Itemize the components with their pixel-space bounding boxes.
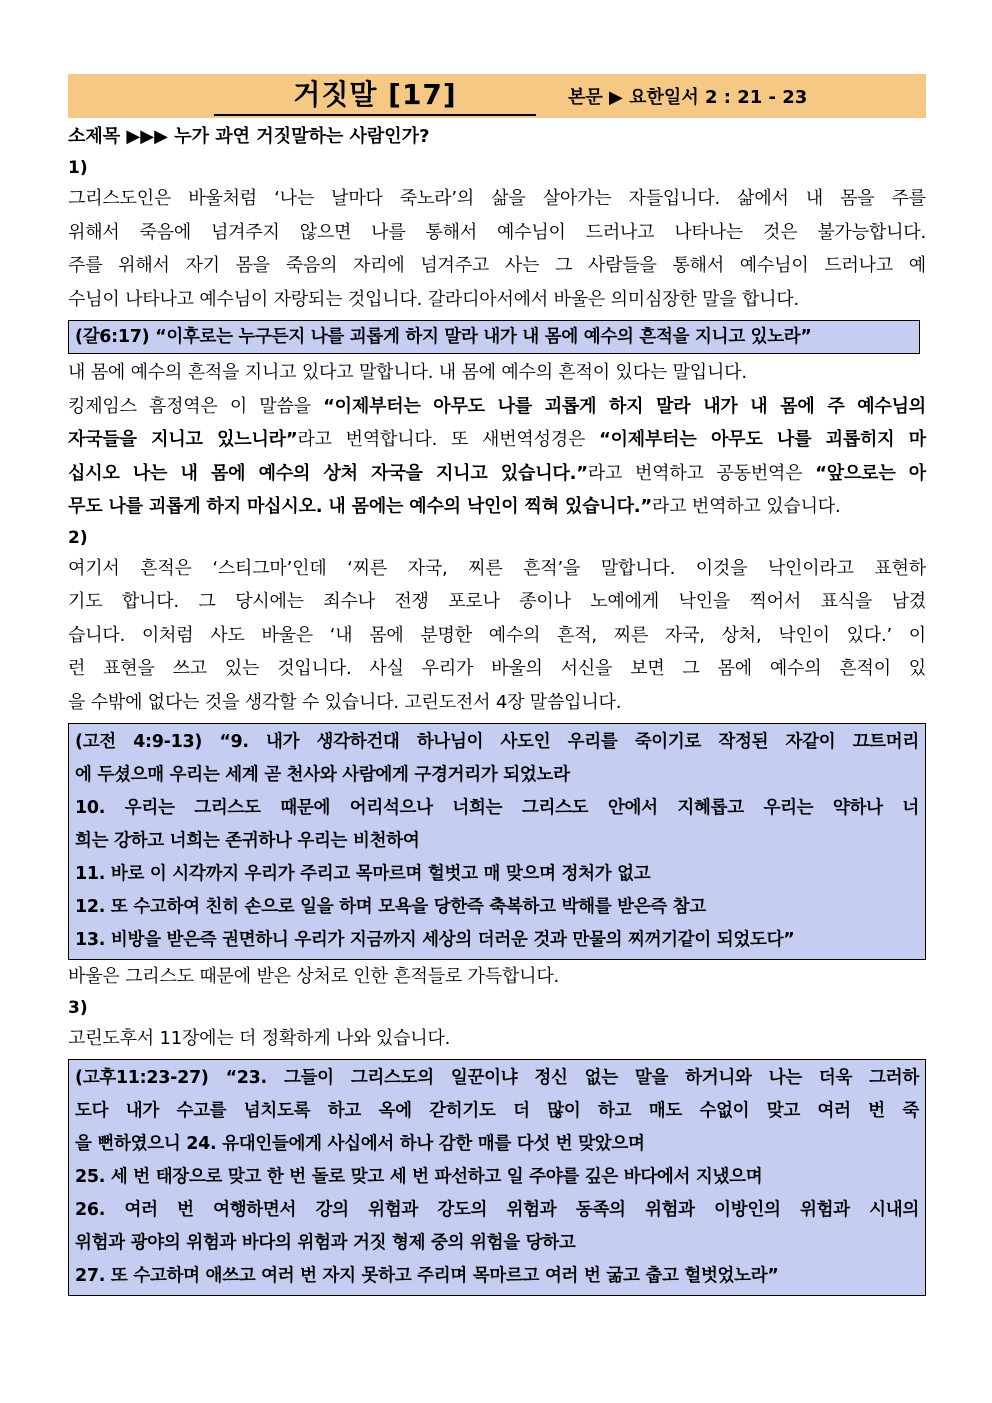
text-line: 런 표현을 쓰고 있는 것입니다. 사실 우리가 바울의 서신을 보면 그 몸에 예수의 흔적이 있 (68, 658, 926, 679)
paragraph-3 (68, 552, 926, 720)
text-line: 여기서 흔적은 ‘스티그마’인데 ‘찌른 자국, 찌른 흔적’을 말합니다. 이것을 낙인이라고 표현하 (68, 557, 926, 579)
quote-line: 12. 또 수고하여 친히 손으로 일을 하며 모욕을 당한즉 축복하고 박해를 받은즉 참고 (75, 897, 706, 917)
text-line (68, 423, 926, 457)
paragraph-5 (68, 1022, 926, 1056)
quote-span: 자국들을 지니고 있느니라” (68, 429, 298, 450)
text-line: 그리스도인은 바울처럼 ‘나는 날마다 죽노라’의 삶을 살아가는 자들입니다. 삶에서 내 몸을 주를 (68, 188, 926, 209)
text-span: 킹제임스 흠정역은 이 말씀을 (68, 395, 323, 417)
quote-line: 도다 내가 수고를 넘치도록 하고 옥에 갇히기도 더 많이 하고 매도 수없이 맞고 여러 번 죽 (75, 1101, 919, 1121)
quote-line: 26. 여러 번 여행하면서 강의 위험과 강도의 위험과 동족의 위험과 이방인의 위험과 시내의 (75, 1200, 919, 1220)
text-line (68, 490, 926, 524)
section-number-2: 2) (68, 527, 88, 548)
page-title: 거짓말 [17] (293, 78, 457, 111)
text-line: 을 수밖에 없다는 것을 생각할 수 있습니다. 고린도전서 4장 말씀입니다. (68, 691, 622, 713)
quote-span: 십시오 나는 내 몸에 예수의 상처 자국을 지니고 있습니다.” (68, 462, 588, 484)
quote-line: 25. 세 번 태장으로 맞고 한 번 돌로 맞고 세 번 파선하고 일 주야를 깊은 바다에서 지냈으며 (75, 1167, 763, 1187)
text-span: 라고 번역합니다. 또 새번역성경은 (297, 429, 599, 450)
quote-line: (갈6:17) “이후로는 누구든지 나를 괴롭게 하지 말라 내가 내 몸에 예수의 흔적을 지니고 있노라” (75, 327, 812, 347)
text-line: 내 몸에 예수의 흔적을 지니고 있다고 말합니다. 내 몸에 예수의 흔적이 있다는 말입니다. (68, 362, 747, 383)
quote-line: 을 뻔하였으니 24. 유대인들에게 사십에서 하나 감한 매를 다섯 번 맞았으며 (75, 1134, 645, 1154)
text-line: 습니다. 이처럼 사도 바울은 ‘내 몸에 분명한 예수의 흔적, 찌른 자국, 상처, 낙인이 있다.’ 이 (68, 624, 926, 646)
text-span: 라고 번역하고 있습니다. (652, 496, 841, 517)
quote-line: 11. 바로 이 시각까지 우리가 주리고 목마르며 헐벗고 매 맞으며 정처가 없고 (75, 864, 651, 884)
quote-line: (고전 4:9-13) “9. 내가 생각하건대 하나님이 사도인 우리를 죽이기로 작정된 자같이 끄트머리 (75, 732, 919, 752)
subtitle: 소제목 ▶▶▶ 누가 과연 거짓말하는 사람인가? (68, 126, 430, 147)
quote-line: (고후11:23-27) “23. 그들이 그리스도의 일꾼이냐 정신 없는 말을 하거니와 나는 더욱 그러하 (75, 1068, 919, 1088)
quote-box-galatians (68, 320, 920, 354)
title-underline (214, 76, 536, 116)
quote-line: 10. 우리는 그리스도 때문에 어리석으나 너희는 그리스도 안에서 지혜롭고 우리는 약하나 너 (75, 798, 919, 818)
quote-line: 에 두셨으매 우리는 세계 곧 천사와 사람에게 구경거리가 되었노라 (75, 765, 570, 785)
text-line: 바울은 그리스도 때문에 받은 상처로 인한 흔적들로 가득합니다. (68, 966, 560, 987)
text-line: 주를 위해서 자기 몸을 죽음의 자리에 넘겨주고 사는 그 사람들을 통해서 예수님이 드러나고 예 (68, 255, 926, 276)
text-line: 고린도후서 11장에는 더 정확하게 나와 있습니다. (68, 1027, 451, 1049)
section-number-3: 3) (68, 997, 88, 1018)
text-span: 라고 번역하고 공동번역은 (587, 462, 816, 484)
quote-line: 27. 또 수고하며 애쓰고 여러 번 자지 못하고 주리며 목마르고 여러 번 굶고 춥고 헐벗었노라” (75, 1266, 779, 1286)
quote-span: 무도 나를 괴롭게 하지 마십시오. 내 몸에는 예수의 낙인이 찍혀 있습니다.” (68, 496, 653, 517)
quote-line: 13. 비방을 받은즉 권면하니 우리가 지금까지 세상의 더러운 것과 만물의 찌꺼기같이 되었도다” (75, 930, 795, 950)
quote-span: “이제부터는 아무도 나를 괴롭히지 마 (598, 429, 926, 450)
text-line (68, 390, 926, 424)
text-line: 수님이 나타나고 예수님이 자랑되는 것입니다. 갈라디아서에서 바울은 의미심장한 말을 합니다. (68, 288, 800, 310)
quote-box-2corinthians (68, 1059, 926, 1296)
quote-line: 위험과 광야의 위험과 바다의 위험과 거짓 형제 중의 위험을 당하고 (75, 1233, 576, 1253)
page (68, 74, 926, 1296)
paragraph-1 (68, 182, 926, 316)
text-line: 위해서 죽음에 넘겨주지 않으면 나를 통해서 예수님이 드러나고 나타나는 것은 불가능합니다. (68, 221, 926, 243)
paragraph-4 (68, 960, 926, 994)
section-number-1: 1) (68, 158, 88, 178)
text-line (68, 457, 926, 491)
quote-span: “이제부터는 아무도 나를 괴롭게 하지 말라 내가 내 몸에 주 예수님의 (323, 395, 926, 417)
quote-span: “앞으로는 아 (815, 462, 926, 484)
scripture-reference: 본문 ▶ 요한일서 2 : 21 - 23 (568, 87, 808, 108)
quote-line: 희는 강하고 너희는 존귀하나 우리는 비천하여 (75, 831, 420, 851)
quote-box-1corinthians (68, 723, 926, 960)
header-bar (68, 74, 926, 118)
text-line: 기도 합니다. 그 당시에는 죄수나 전쟁 포로나 종이나 노예에게 낙인을 찍어서 표식을 남겼 (68, 591, 926, 612)
paragraph-2 (68, 356, 926, 524)
